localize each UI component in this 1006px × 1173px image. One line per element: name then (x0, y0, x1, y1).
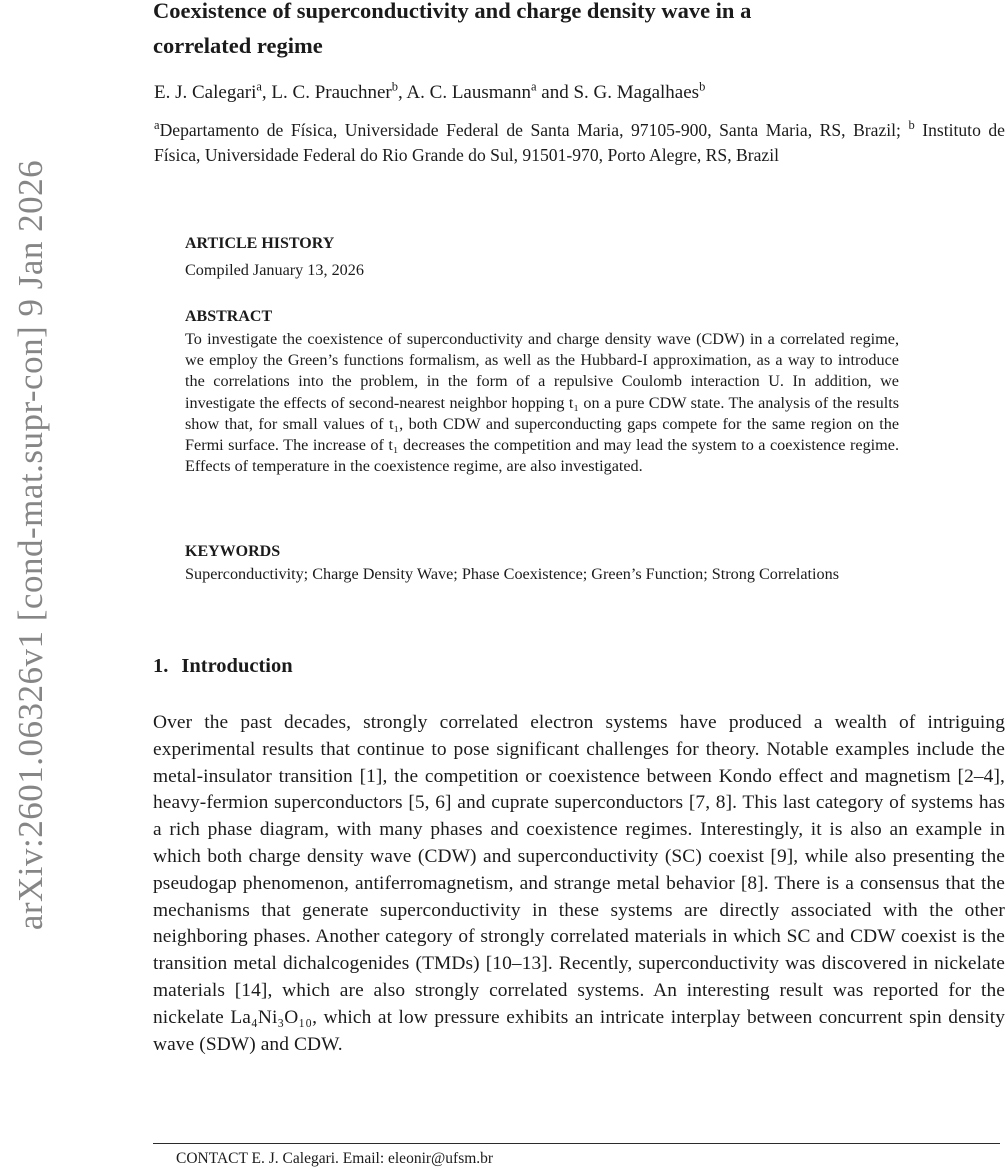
article-history-heading: ARTICLE HISTORY (185, 235, 335, 252)
introduction-paragraph: Over the past decades, strongly correlated electron systems have produced a wealth of intriguing experimental results that continue to pose significant challenges for theory. Notable examples include the metal-insulator transition [1], the competition or coexistence between Kondo effect and magnetism [2–4], heavy-fermion superconductors [5, 6] and cuprate superconductors [7, 8]. This last category of systems has a rich phase diagram, with many phases and coexistence regimes. Interestingly, it is also an example in which both charge density wave (CDW) and superconductivity (SC) coexist [9], while also presenting the pseudogap phenomenon, antiferromagnetism, and strange metal behavior [8]. There is a consensus that the mechanisms that generate superconductivity in these systems are directly associated with the other neighboring phases. Another category of strongly correlated materials in which SC and CDW coexist is the transition metal dichalcogenides (TMDs) [10–13]. Recently, superconductivity was discovered in nickelate materials [14], which are also strongly correlated systems. An interesting result was reported for the nickelate La₄Ni₃O₁₀, which at low pressure exhibits an intricate interplay between concurrent spin density wave (SDW) and CDW. (153, 712, 1005, 1055)
section-number: 1. (153, 655, 169, 677)
title-line-1: Coexistence of superconductivity and charge density wave in a (153, 0, 752, 23)
author-affil-mark: a (530, 79, 537, 94)
affiliation-a: Departamento de Física, Universidade Federal de Santa Maria, 97105-900, Santa Maria, RS, Brazil; (159, 120, 909, 140)
affil-mark-b: b (908, 118, 915, 133)
section-heading-introduction (153, 655, 293, 678)
affiliations (154, 118, 1005, 167)
section-title: Introduction (181, 655, 293, 677)
affil-mark-a: a (154, 118, 160, 133)
title-line-2: correlated regime (153, 33, 323, 58)
keywords-heading: KEYWORDS (185, 543, 281, 560)
abstract-text: To investigate the coexistence of superconductivity and charge density wave (CDW) in a correlated regime, we employ the Green’s functions formalism, as well as the Hubbard-I approximation, as a way to introduce the correlations into the problem, in the form of a repulsive Coulomb interaction U. In addition, we investigate the effects of second-nearest neighbor hopping t₁ on a pure CDW state. The analysis of the results show that, for small values of t₁, both CDW and superconducting gaps compete for the same region on the Fermi surface. The increase of t₁ decreases the competition and may lead the system to a coexistence regime. Effects of temperature in the coexistence regime, are also investigated. (185, 330, 899, 476)
compiled-date: Compiled January 13, 2026 (185, 261, 364, 279)
author-name: E. J. Calegari (154, 82, 257, 103)
footnote-rule (153, 1143, 1000, 1144)
author-affil-mark: b (391, 79, 398, 94)
author-name: , A. C. Lausmann (397, 82, 531, 103)
contact-line: CONTACT E. J. Calegari. Email: eleonir@ufsm.br (176, 1150, 494, 1167)
author-name: , L. C. Prauchner (261, 82, 392, 103)
paper-title (153, 0, 1006, 63)
abstract-heading: ABSTRACT (185, 308, 273, 325)
author-name: and S. G. Magalhaes (536, 82, 700, 103)
author-affil-mark: b (699, 79, 706, 94)
author-list (154, 79, 1005, 104)
arxiv-watermark: arXiv:2601.06326v1 [cond-mat.supr-con] 9 Jan 2026 (11, 159, 50, 931)
affiliation-b: Instituto de Física, Universidade Federal do Rio Grande do Sul, 91501-970, Porto Alegre, RS, Brazil (154, 120, 1005, 165)
author-affil-mark: a (256, 79, 262, 94)
keywords-text: Superconductivity; Charge Density Wave; Phase Coexistence; Green’s Function; Strong Correlations (185, 565, 840, 583)
